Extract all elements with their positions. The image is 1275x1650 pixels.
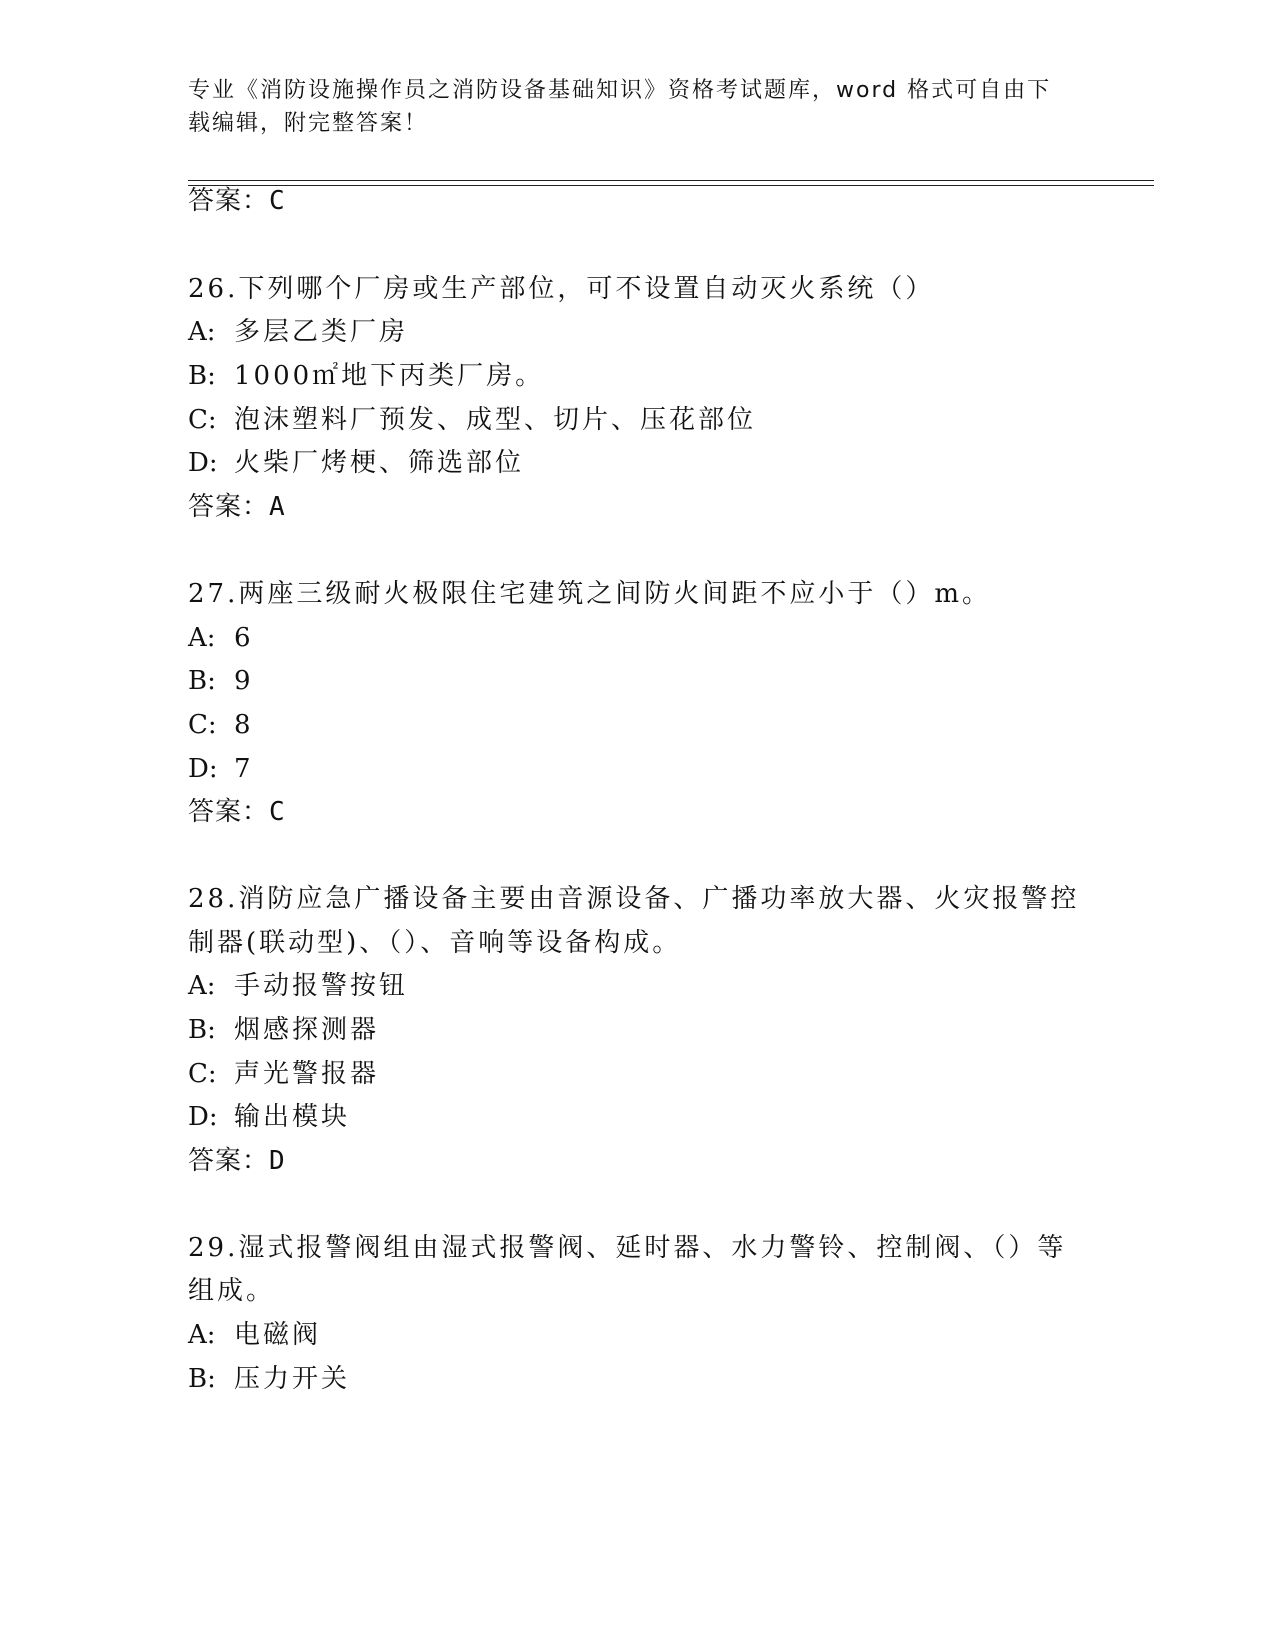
option-text: 9 <box>234 666 254 696</box>
answer-line <box>188 1145 286 1177</box>
question-stem: 29.湿式报警阀组由湿式报警阀、延时器、水力警铃、控制阀、（）等 <box>188 1233 1067 1263</box>
option-a <box>188 316 408 348</box>
option-letter: C: <box>188 710 217 740</box>
option-letter: A: <box>188 317 216 347</box>
option-letter: D: <box>188 1102 218 1132</box>
option-text: 压力开关 <box>234 1364 351 1394</box>
option-b <box>188 1363 350 1395</box>
option-letter: A: <box>188 623 216 653</box>
option-b <box>188 1014 379 1046</box>
option-letter: A: <box>188 971 216 1001</box>
answer-value: D <box>269 1146 286 1176</box>
option-letter: C: <box>188 1059 217 1089</box>
answer-value: C <box>269 797 286 827</box>
option-text: 手动报警按钮 <box>234 971 409 1001</box>
answer-line <box>188 185 286 217</box>
option-text: 声光警报器 <box>234 1059 380 1089</box>
question-stem: 28.消防应急广播设备主要由音源设备、广播功率放大器、火灾报警控 <box>188 884 1080 914</box>
answer-label: 答案： <box>188 797 270 827</box>
answer-label: 答案： <box>188 186 270 216</box>
header-divider <box>188 180 1154 181</box>
question-stem: 26.下列哪个厂房或生产部位，可不设置自动灭火系统（） <box>188 274 935 304</box>
option-letter: C: <box>188 405 217 435</box>
option-d <box>188 447 524 479</box>
option-c <box>188 709 254 741</box>
option-letter: D: <box>188 448 218 478</box>
option-d <box>188 1101 350 1133</box>
option-a <box>188 1319 321 1351</box>
option-d <box>188 753 254 785</box>
option-letter: B: <box>188 361 216 391</box>
option-c <box>188 1058 379 1090</box>
option-text: 火柴厂烤梗、筛选部位 <box>234 448 525 478</box>
question-stem: 27.两座三级耐火极限住宅建筑之间防火间距不应小于（）m。 <box>188 579 992 609</box>
answer-label: 答案： <box>188 1146 270 1176</box>
option-text: 7 <box>234 754 254 784</box>
option-text: 1000㎡地下丙类厂房。 <box>234 361 545 391</box>
option-c <box>188 404 756 436</box>
option-letter: B: <box>188 1364 216 1394</box>
answer-value: A <box>269 492 286 522</box>
option-text: 输出模块 <box>234 1102 351 1132</box>
option-b <box>188 665 254 697</box>
option-letter: B: <box>188 1015 216 1045</box>
answer-line <box>188 796 286 828</box>
option-letter: B: <box>188 666 216 696</box>
question-stem-continued: 组成。 <box>188 1276 276 1306</box>
option-text: 电磁阀 <box>234 1320 322 1350</box>
question-stem-continued: 制器(联动型)、（）、音响等设备构成。 <box>188 928 682 958</box>
option-text: 8 <box>234 710 254 740</box>
header-divider-double <box>188 185 1154 186</box>
answer-value: C <box>269 186 286 216</box>
answer-line <box>188 491 286 523</box>
option-text: 多层乙类厂房 <box>234 317 409 347</box>
option-b <box>188 360 544 392</box>
option-text: 烟感探测器 <box>234 1015 380 1045</box>
option-a <box>188 622 254 654</box>
option-letter: A: <box>188 1320 216 1350</box>
document-header: 专业《消防设施操作员之消防设备基础知识》资格考试题库，word 格式可自由下载编辑，附完整答案！ <box>188 78 1052 136</box>
option-a <box>188 970 408 1002</box>
answer-label: 答案： <box>188 492 270 522</box>
option-text: 泡沫塑料厂预发、成型、切片、压花部位 <box>234 405 757 435</box>
option-text: 6 <box>234 623 254 653</box>
option-letter: D: <box>188 754 218 784</box>
